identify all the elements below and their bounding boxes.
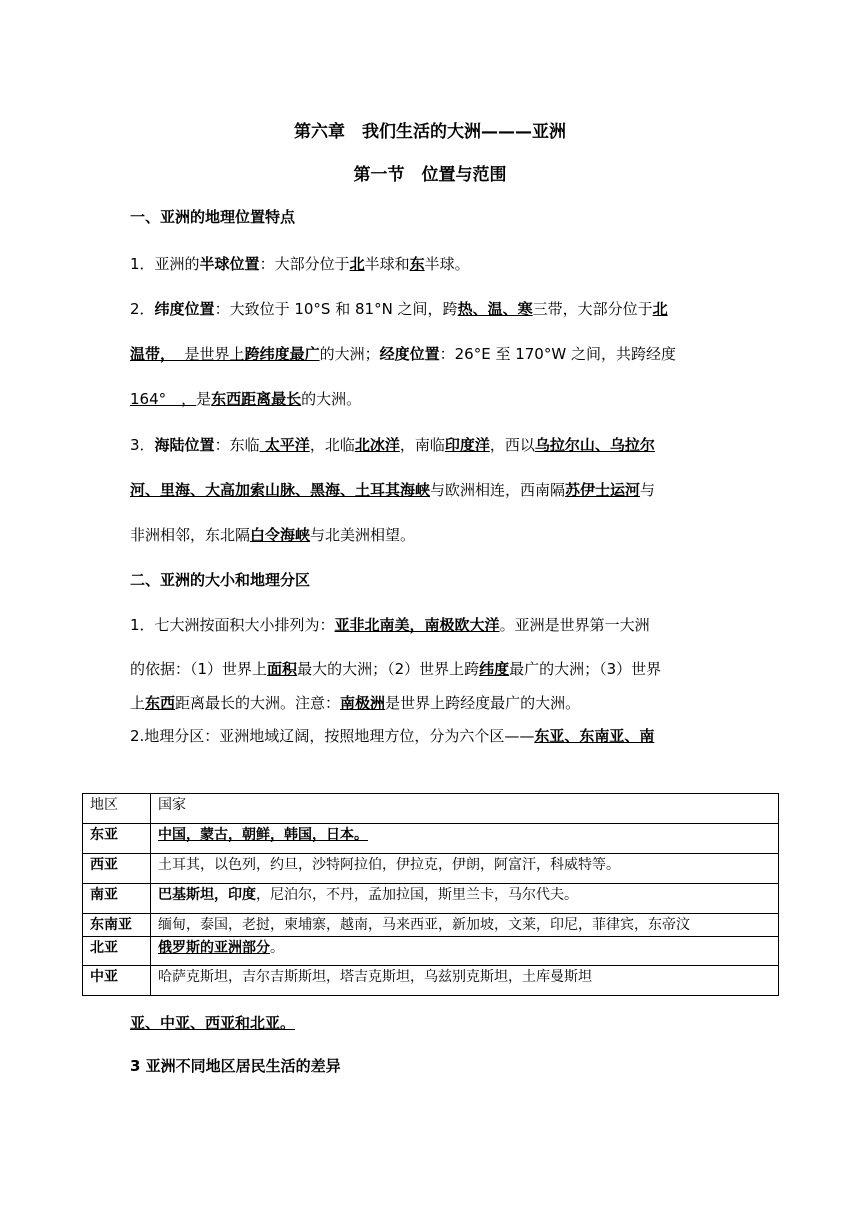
paragraph-regions-line2: 亚、中亚、西亚和北亚。 <box>130 1014 296 1032</box>
countries-cell <box>151 914 779 937</box>
answer: 北 <box>652 300 668 318</box>
table-row <box>83 914 779 937</box>
paragraph-latitude-line3 <box>130 388 730 409</box>
text: 的依据：（1）世界上 <box>130 660 268 678</box>
answer: 纬度 <box>479 660 510 678</box>
header-region: 地区 <box>83 794 151 824</box>
paragraph-continents-line3 <box>130 692 730 713</box>
table-row <box>83 824 779 854</box>
heading-resident-life: 3 亚洲不同地区居民生活的差异 <box>130 1057 341 1075</box>
text: 半球和 <box>364 255 410 273</box>
answer: 东 <box>409 255 425 273</box>
text: 非洲相邻，东北隔 <box>130 526 251 544</box>
term: 经度位置 <box>379 345 440 363</box>
text: 的大洲。 <box>301 390 362 408</box>
text: 最大的大洲；（2）世界上跨 <box>297 660 480 678</box>
countries-text: ，尼泊尔，不丹，孟加拉国，斯里兰卡，马尔代夫。 <box>256 887 578 903</box>
answer: 跨纬度最广 <box>244 345 320 363</box>
text: 1．亚洲的 <box>130 255 200 273</box>
answer: 北 <box>349 255 365 273</box>
answer: 北冰洋 <box>354 436 400 454</box>
countries-cell <box>151 824 779 854</box>
text: 是世界上 <box>175 345 245 363</box>
text: 1．七大洲按面积大小排列为： <box>130 616 335 634</box>
text: ：东临 <box>214 436 260 454</box>
paragraph-regions-line1 <box>130 725 730 746</box>
text: ：大部分位于 <box>259 255 350 273</box>
region-cell: 南亚 <box>83 884 151 914</box>
paragraph-sea-land-line2 <box>130 479 730 500</box>
table-row <box>83 966 779 996</box>
answer: 南极洲 <box>340 694 386 712</box>
paragraph-latitude-line2 <box>130 343 730 364</box>
term: 海陆位置 <box>154 436 215 454</box>
region-cell: 中亚 <box>83 966 151 996</box>
text: ：大致位于 10°S 和 81°N 之间，跨 <box>214 300 458 318</box>
answer: 乌拉尔山、乌拉尔 <box>534 436 655 454</box>
region-cell: 北亚 <box>83 937 151 966</box>
countries-highlight: 中国，蒙古，朝鲜，韩国，日本。 <box>158 827 368 843</box>
countries-text: 哈萨克斯坦，吉尔吉斯斯坦，塔吉克斯坦，乌兹别克斯坦，土库曼斯坦 <box>158 969 592 985</box>
answer: 亚非北南美，南极欧大洋 <box>334 616 500 634</box>
heading-size-and-regions: 二、亚洲的大小和地理分区 <box>130 571 311 589</box>
table-row <box>83 884 779 914</box>
paragraph-sea-land-line1 <box>130 434 730 455</box>
paragraph-sea-land-line3 <box>130 524 730 545</box>
region-cell: 东南亚 <box>83 914 151 937</box>
text: 距离最长的大洲。注意： <box>175 694 341 712</box>
countries-text: 缅甸，泰国，老挝，柬埔寨，越南，马来西亚，新加坡，文莱，印尼，菲律宾，东帝汶 <box>158 917 690 933</box>
text: 是 <box>196 390 212 408</box>
text: 与欧洲相连，西南隔 <box>430 481 566 499</box>
answer: 太平洋 <box>259 436 310 454</box>
text: 是世界上跨经度最广的大洲。 <box>385 694 581 712</box>
paragraph-continents-line1 <box>130 614 730 635</box>
answer: 东西 <box>145 694 176 712</box>
heading-geographic-position: 一、亚洲的地理位置特点 <box>130 208 296 226</box>
text: 的大洲； <box>319 345 380 363</box>
paragraph-latitude-line1 <box>130 298 730 319</box>
text: 2.地理分区：亚洲地域辽阔，按照地理方位，分为六个区—— <box>130 727 535 745</box>
text: ，南临 <box>399 436 445 454</box>
answer: 苏伊士运河 <box>565 481 641 499</box>
term: 半球位置 <box>199 255 260 273</box>
text: 最广的大洲；（3）世界 <box>509 660 662 678</box>
countries-cell <box>151 884 779 914</box>
countries-cell <box>151 966 779 996</box>
answer: 东亚、东南亚、南 <box>534 727 655 745</box>
text: ，北临 <box>309 436 355 454</box>
countries-highlight: 巴基斯坦，印度 <box>158 887 256 903</box>
chapter-title: 第六章 我们生活的大洲———亚洲 <box>294 122 566 142</box>
regions-table <box>82 793 779 996</box>
table-header-row <box>83 794 779 824</box>
text: 半球。 <box>424 255 470 273</box>
answer: 河、里海、大高加索山脉、黑海、土耳其海峡 <box>130 481 431 499</box>
answer: 面积 <box>267 660 298 678</box>
text: 三带，大部分位于 <box>532 300 653 318</box>
answer: 温带， <box>130 345 176 363</box>
paragraph-continents-line2 <box>130 658 730 679</box>
countries-cell <box>151 937 779 966</box>
text: 与 <box>640 481 656 499</box>
paragraph-hemisphere <box>130 253 730 274</box>
text: ，西以 <box>489 436 535 454</box>
table-row <box>83 854 779 884</box>
text: 2． <box>130 300 155 318</box>
header-countries: 国家 <box>151 794 779 824</box>
region-cell: 东亚 <box>83 824 151 854</box>
text: 3． <box>130 436 155 454</box>
countries-text: 。 <box>270 940 284 956</box>
countries-text: 土耳其，以色列，约旦，沙特阿拉伯，伊拉克，伊朗，阿富汗，科威特等。 <box>158 857 620 873</box>
answer: 白令海峡 <box>250 526 311 544</box>
term: 纬度位置 <box>154 300 215 318</box>
text: 与北美洲相望。 <box>310 526 416 544</box>
answer: 印度洋 <box>444 436 490 454</box>
text: 。亚洲是世界第一大洲 <box>499 616 650 634</box>
region-cell: 西亚 <box>83 854 151 884</box>
text: 上 <box>130 694 146 712</box>
countries-cell <box>151 854 779 884</box>
section-title: 第一节 位置与范围 <box>353 165 507 185</box>
answer: 东西距离最长 <box>211 390 302 408</box>
answer: 热、温、寒 <box>457 300 533 318</box>
answer: 164° ， <box>130 390 197 408</box>
table-row <box>83 937 779 966</box>
countries-highlight: 俄罗斯的亚洲部分 <box>158 940 270 956</box>
text: ：26°E 至 170°W 之间，共跨经度 <box>439 345 676 363</box>
